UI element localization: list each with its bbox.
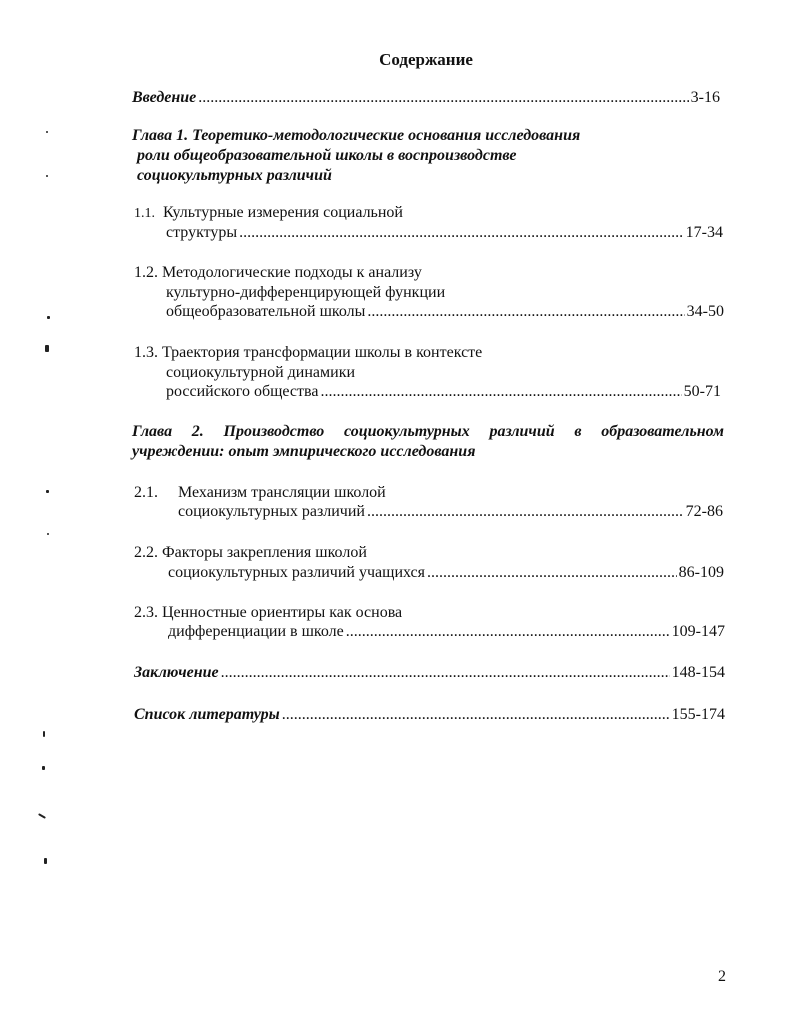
section-title: Культурные измерения социальной xyxy=(163,204,403,221)
dot-leader xyxy=(346,622,670,642)
chapter1-heading-line2: роли общеобразовательной школы в воспроизводстве xyxy=(137,147,517,164)
section-title-end: российского общества xyxy=(166,383,319,400)
toc-entry-references xyxy=(134,705,725,725)
dot-leader xyxy=(221,663,670,683)
page-number: 2 xyxy=(718,968,726,985)
section-number: 2.1. xyxy=(134,484,158,501)
toc-entry-intro xyxy=(132,88,720,108)
section-title: Механизм трансляции школой xyxy=(178,484,386,501)
section-1-2-title xyxy=(134,263,422,283)
section-2-2-entry xyxy=(168,563,724,583)
section-title-end: структуры xyxy=(166,224,238,241)
toc-intro-label: Введение xyxy=(132,89,197,106)
toc-conclusion-pages: 148-154 xyxy=(671,664,725,681)
section-number: 1.3. xyxy=(134,344,158,361)
toc-conclusion-label: Заключение xyxy=(134,664,219,681)
section-1-3-title xyxy=(134,343,482,363)
dot-leader xyxy=(367,302,684,322)
chapter2-heading-line2: учреждении: опыт эмпирического исследования xyxy=(132,443,476,460)
section-number: 1.2. xyxy=(134,264,158,281)
toc-references-pages: 155-174 xyxy=(671,706,725,723)
section-title-end: общеобразовательной школы xyxy=(166,303,366,320)
section-1-1-entry xyxy=(166,223,723,243)
dot-leader xyxy=(282,705,670,725)
section-title: Ценностные ориентиры как основа xyxy=(162,604,403,621)
scan-mark xyxy=(46,131,48,133)
scan-mark xyxy=(46,490,49,493)
section-pages: 109-147 xyxy=(671,623,725,640)
chapter1-heading-line1: Глава 1. Теоретико-методологические основания исследования xyxy=(132,127,581,144)
section-pages: 86-109 xyxy=(678,564,724,581)
scan-mark xyxy=(42,766,45,770)
toc-intro-pages: 3-16 xyxy=(690,89,720,106)
scan-mark xyxy=(45,345,49,352)
page-title: Содержание xyxy=(379,50,473,69)
section-1-2-title-line2: культурно-дифференцирующей функции xyxy=(166,284,446,301)
section-2-3-title xyxy=(134,603,402,623)
section-2-1-title xyxy=(134,483,386,503)
toc-references-label: Список литературы xyxy=(134,706,280,723)
scan-mark xyxy=(47,533,49,535)
section-title: Траектория трансформации школы в контексте xyxy=(162,344,483,361)
section-1-2-entry xyxy=(166,302,724,322)
section-number: 1.1. xyxy=(134,206,155,221)
scan-mark xyxy=(43,731,45,737)
section-1-1-title xyxy=(134,203,403,224)
section-1-3-title-line2: социокультурной динамики xyxy=(166,364,356,381)
scan-mark xyxy=(44,858,47,864)
section-1-3-entry xyxy=(166,382,721,402)
section-pages: 50-71 xyxy=(683,383,721,400)
chapter1-heading-line3: социокультурных различий xyxy=(137,167,332,184)
toc-entry-conclusion xyxy=(134,663,725,683)
chapter2-heading-line1: Глава 2. Производство социокультурных различий в образовательном xyxy=(132,423,724,440)
section-title-end: социокультурных различий xyxy=(178,503,365,520)
section-pages: 72-86 xyxy=(685,503,723,520)
section-2-3-entry xyxy=(168,622,725,642)
section-pages: 34-50 xyxy=(686,303,724,320)
section-title-end: дифференциации в школе xyxy=(168,623,344,640)
section-number: 2.2. xyxy=(134,544,158,561)
section-number: 2.3. xyxy=(134,604,158,621)
dot-leader xyxy=(198,88,688,108)
dot-leader xyxy=(239,223,684,243)
section-2-1-entry xyxy=(178,502,723,522)
section-title-end: социокультурных различий учащихся xyxy=(168,564,426,581)
dot-leader xyxy=(320,382,681,402)
section-2-2-title xyxy=(134,543,367,563)
scan-mark xyxy=(47,316,50,319)
section-title: Факторы закрепления школой xyxy=(162,544,367,561)
dot-leader xyxy=(367,502,684,522)
scan-mark xyxy=(38,813,46,819)
section-pages: 17-34 xyxy=(685,224,723,241)
dot-leader xyxy=(427,563,677,583)
scan-mark xyxy=(46,175,48,177)
section-title: Методологические подходы к анализу xyxy=(162,264,422,281)
